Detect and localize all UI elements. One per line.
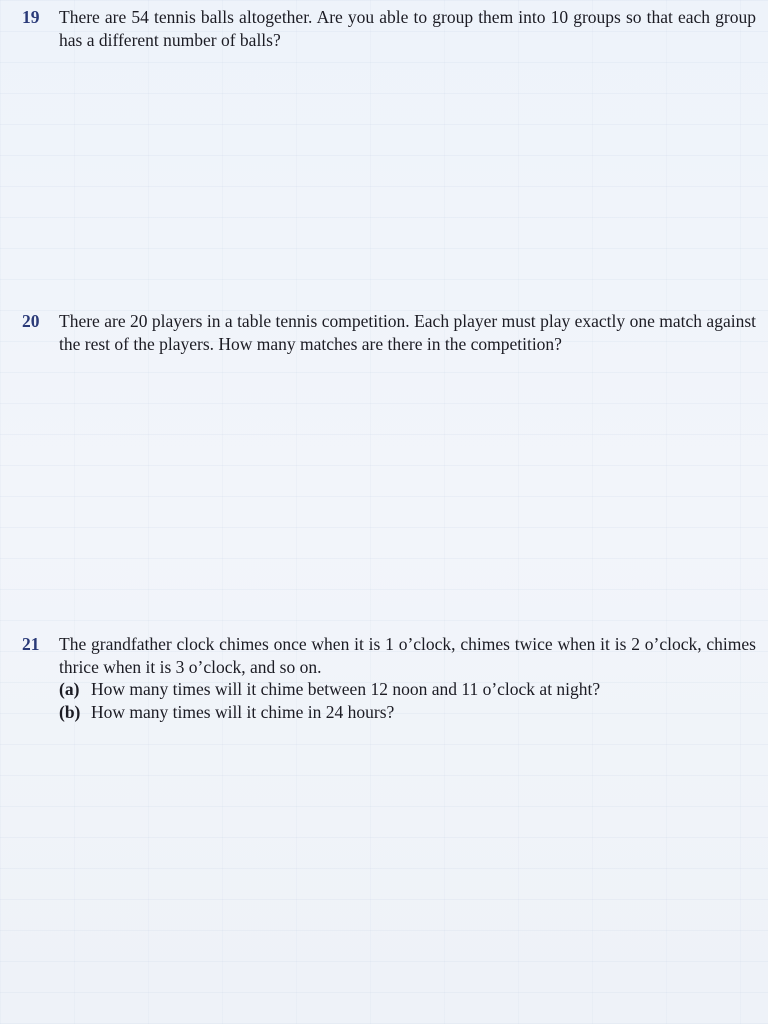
sub-question-text: How many times will it chime between 12 noon and 11 o’clock at night? [91,679,601,699]
question-21 [22,633,756,723]
question-body [59,6,756,51]
question-body [59,633,756,723]
question-text: There are 20 players in a table tennis competition. Each player must play exactly one match against the rest of the players. How many matches are there in the competition? [59,311,756,354]
question-body [59,310,756,355]
sub-question-label: (a) [59,679,80,699]
sub-question-text: How many times will it chime in 24 hours? [91,701,395,722]
question-number: 19 [22,7,40,27]
question-number: 20 [22,311,40,331]
question-number: 21 [22,634,40,654]
sub-question-b [59,701,756,724]
sub-question-label: (b) [59,701,81,722]
question-text: The grandfather clock chimes once when it is 1 o’clock, chimes twice when it is 2 o’clock, chimes thrice when it is 3 o’clock, and so on. [59,634,756,677]
sub-question-a [59,678,756,701]
question-text: There are 54 tennis balls altogether. Are you able to group them into 10 groups so that each group has a different number of balls? [59,7,756,50]
question-19 [22,6,756,51]
question-20 [22,310,756,355]
